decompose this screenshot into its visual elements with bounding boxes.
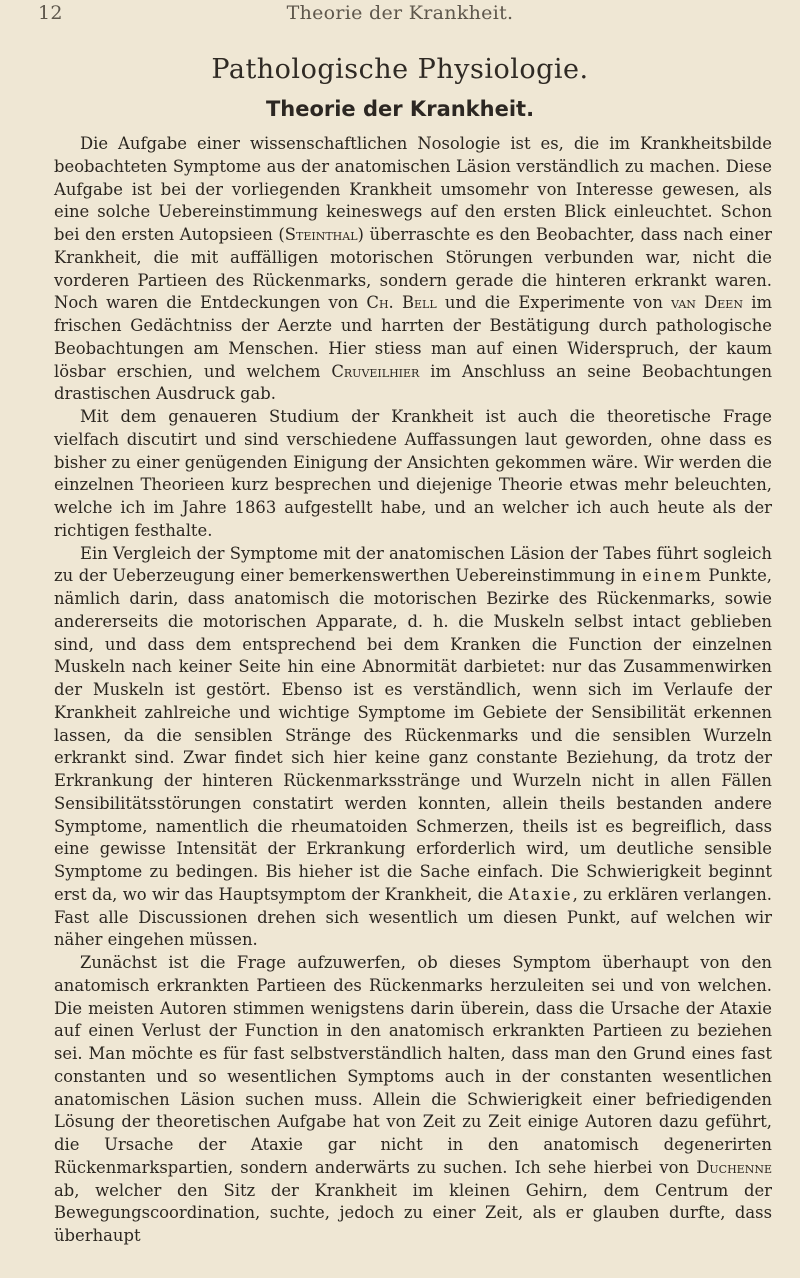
author-name: van Deen — [671, 293, 743, 313]
author-name: Steinthal — [284, 225, 358, 244]
text-run: Ein Vergleich der Symptome mit der anatomischen Läsion der Tabes führt sogleich zu der Ueberzeugung einer bemerkenswerthen Uebereinstimmung in — [54, 543, 772, 586]
paragraph-4 — [54, 952, 772, 1248]
page-number: 12 — [38, 2, 63, 24]
paragraph-2 — [54, 406, 772, 543]
text-run: ) überraschte es den Beobachter, dass nach einer Krankheit, die mit auffälligen motorischen Störungen verbunden war, nicht die vorderen Partieen des Rückenmarks, sondern gerade die hinteren erkrankt waren. Noch waren die Entdeckungen von — [54, 225, 772, 313]
paragraph-1 — [54, 133, 772, 406]
author-name: Duchenne — [696, 1157, 772, 1177]
emphasis-text: Ataxie — [508, 884, 573, 904]
body-text — [54, 133, 772, 1248]
section-title: Pathologische Physiologie. — [211, 54, 589, 85]
text-run: Punkte, nämlich darin, dass anatomisch die motorischen Bezirke des Rückenmarks, sowie andererseits die motorischen Apparate, d. h. die Muskeln selbst intact geblieben sind, und dass dem entsprechend bei dem Kranken die Function der einzelnen Muskeln nach keiner Seite hin eine Abnormität darbietet: nur das Zusammenwirken der Muskeln ist gestört. Ebenso ist es verständlich, wenn sich im Verlaufe der Krankheit zahlreiche und wichtige Symptome im Gebiete der Sensibilität erkennen lassen, da die sensiblen Stränge des Rückenmarks und die sensiblen Wurzeln erkrankt sind. Zwar findet sich hier keine ganz constante Beziehung, da trotz der Erkrankung der hinteren Rückenmarksstränge und Wurzeln nicht in allen Fällen Sensibilitätsstörungen constatirt werden konnten, allein theils bestanden andere Symptome, namentlich die rheumatoiden Schmerzen, theils ist es begreiflich, dass eine gewisse Intensität der Erkrankung erforderlich wird, um deutliche sensible Symptome zu bedingen. Bis hieher ist die Sache einfach. Die Schwierigkeit beginnt erst da, wo wir das Hauptsymptom der Krankheit, die — [54, 566, 772, 904]
author-name: Cruveilhier — [331, 361, 420, 381]
text-run: , zu erklären verlangen. Fast alle Discussionen drehen sich wesentlich um diesen Punkt, auf welchen wir näher eingehen müssen. — [54, 884, 772, 950]
text-run: Die Aufgabe einer wissenschaftlichen Nosologie ist es, die im Krankheitsbilde beobachteten Symptome aus der anatomischen Läsion verständlich zu machen. Diese Aufgabe ist bei der vorliegenden Krankheit umsomehr von Interesse gewesen, als eine solche Uebereinstimmung keineswegs auf den ersten Blick einleuchtet. Schon bei den ersten Autopsieen ( — [54, 134, 772, 244]
text-run: ab, welcher den Sitz der Krankheit im kleinen Gehirn, dem Centrum der Bewegungscoordination, suchte, jedoch zu einer Zeit, als er glauben durfte, dass überhaupt — [54, 1180, 772, 1245]
text-run: im Anschluss an seine Beobachtungen drastischen Ausdruck gab. — [54, 361, 772, 404]
running-head — [38, 2, 762, 26]
chapter-subtitle: Theorie der Krankheit. — [265, 97, 535, 121]
text-run: Mit dem genaueren Studium der Krankheit ist auch die theoretische Frage vielfach discutirt und sind verschiedene Auffassungen laut geworden, ohne dass es bisher zu einer genügenden Einigung der Ansichten gekommen wäre. Wir werden die einzelnen Theorieen kurz besprechen und diejenige Theorie etwas mehr beleuchten, welche ich im Jahre 1863 aufgestellt habe, und an welcher ich auch heute als der richtigen festhalte. — [54, 407, 772, 540]
author-name: Ch. Bell — [366, 293, 437, 313]
running-title: Theorie der Krankheit. — [286, 2, 514, 24]
text-run: und die Experimente von — [436, 293, 672, 313]
text-run: im frischen Gedächtniss der Aerzte und harrten der Bestätigung durch pathologische Beobachtungen am Menschen. Hier stiess man auf einen Widerspruch, der kaum lösbar erschien, und welchem — [54, 293, 772, 381]
text-run: Zunächst ist die Frage aufzuwerfen, ob dieses Symptom überhaupt von den anatomisch erkrankten Partieen des Rückenmarks herzuleiten sei und von welchen. Die meisten Autoren stimmen wenigstens darin überein, dass die Ursache der Ataxie auf einen Verlust der Function in den anatomisch erkrankten Partieen zu beziehen sei. Man möchte es für fast selbstverständlich halten, dass man den Grund eines fast constanten und so wesentlichen Symptoms auch in der constanten wesentlichen anatomischen Läsion suchen muss. Allein die Schwierigkeit einer befriedigenden Lösung der theoretischen Aufgabe hat von Zeit zu Zeit einige Autoren dazu geführt, die Ursache der Ataxie gar nicht in den anatomisch degenerirten Rückenmarkspartien, sondern anderwärts zu suchen. Ich sehe hierbei von — [54, 953, 772, 1177]
paragraph-3 — [54, 543, 772, 953]
emphasis-text: einem — [642, 566, 703, 586]
